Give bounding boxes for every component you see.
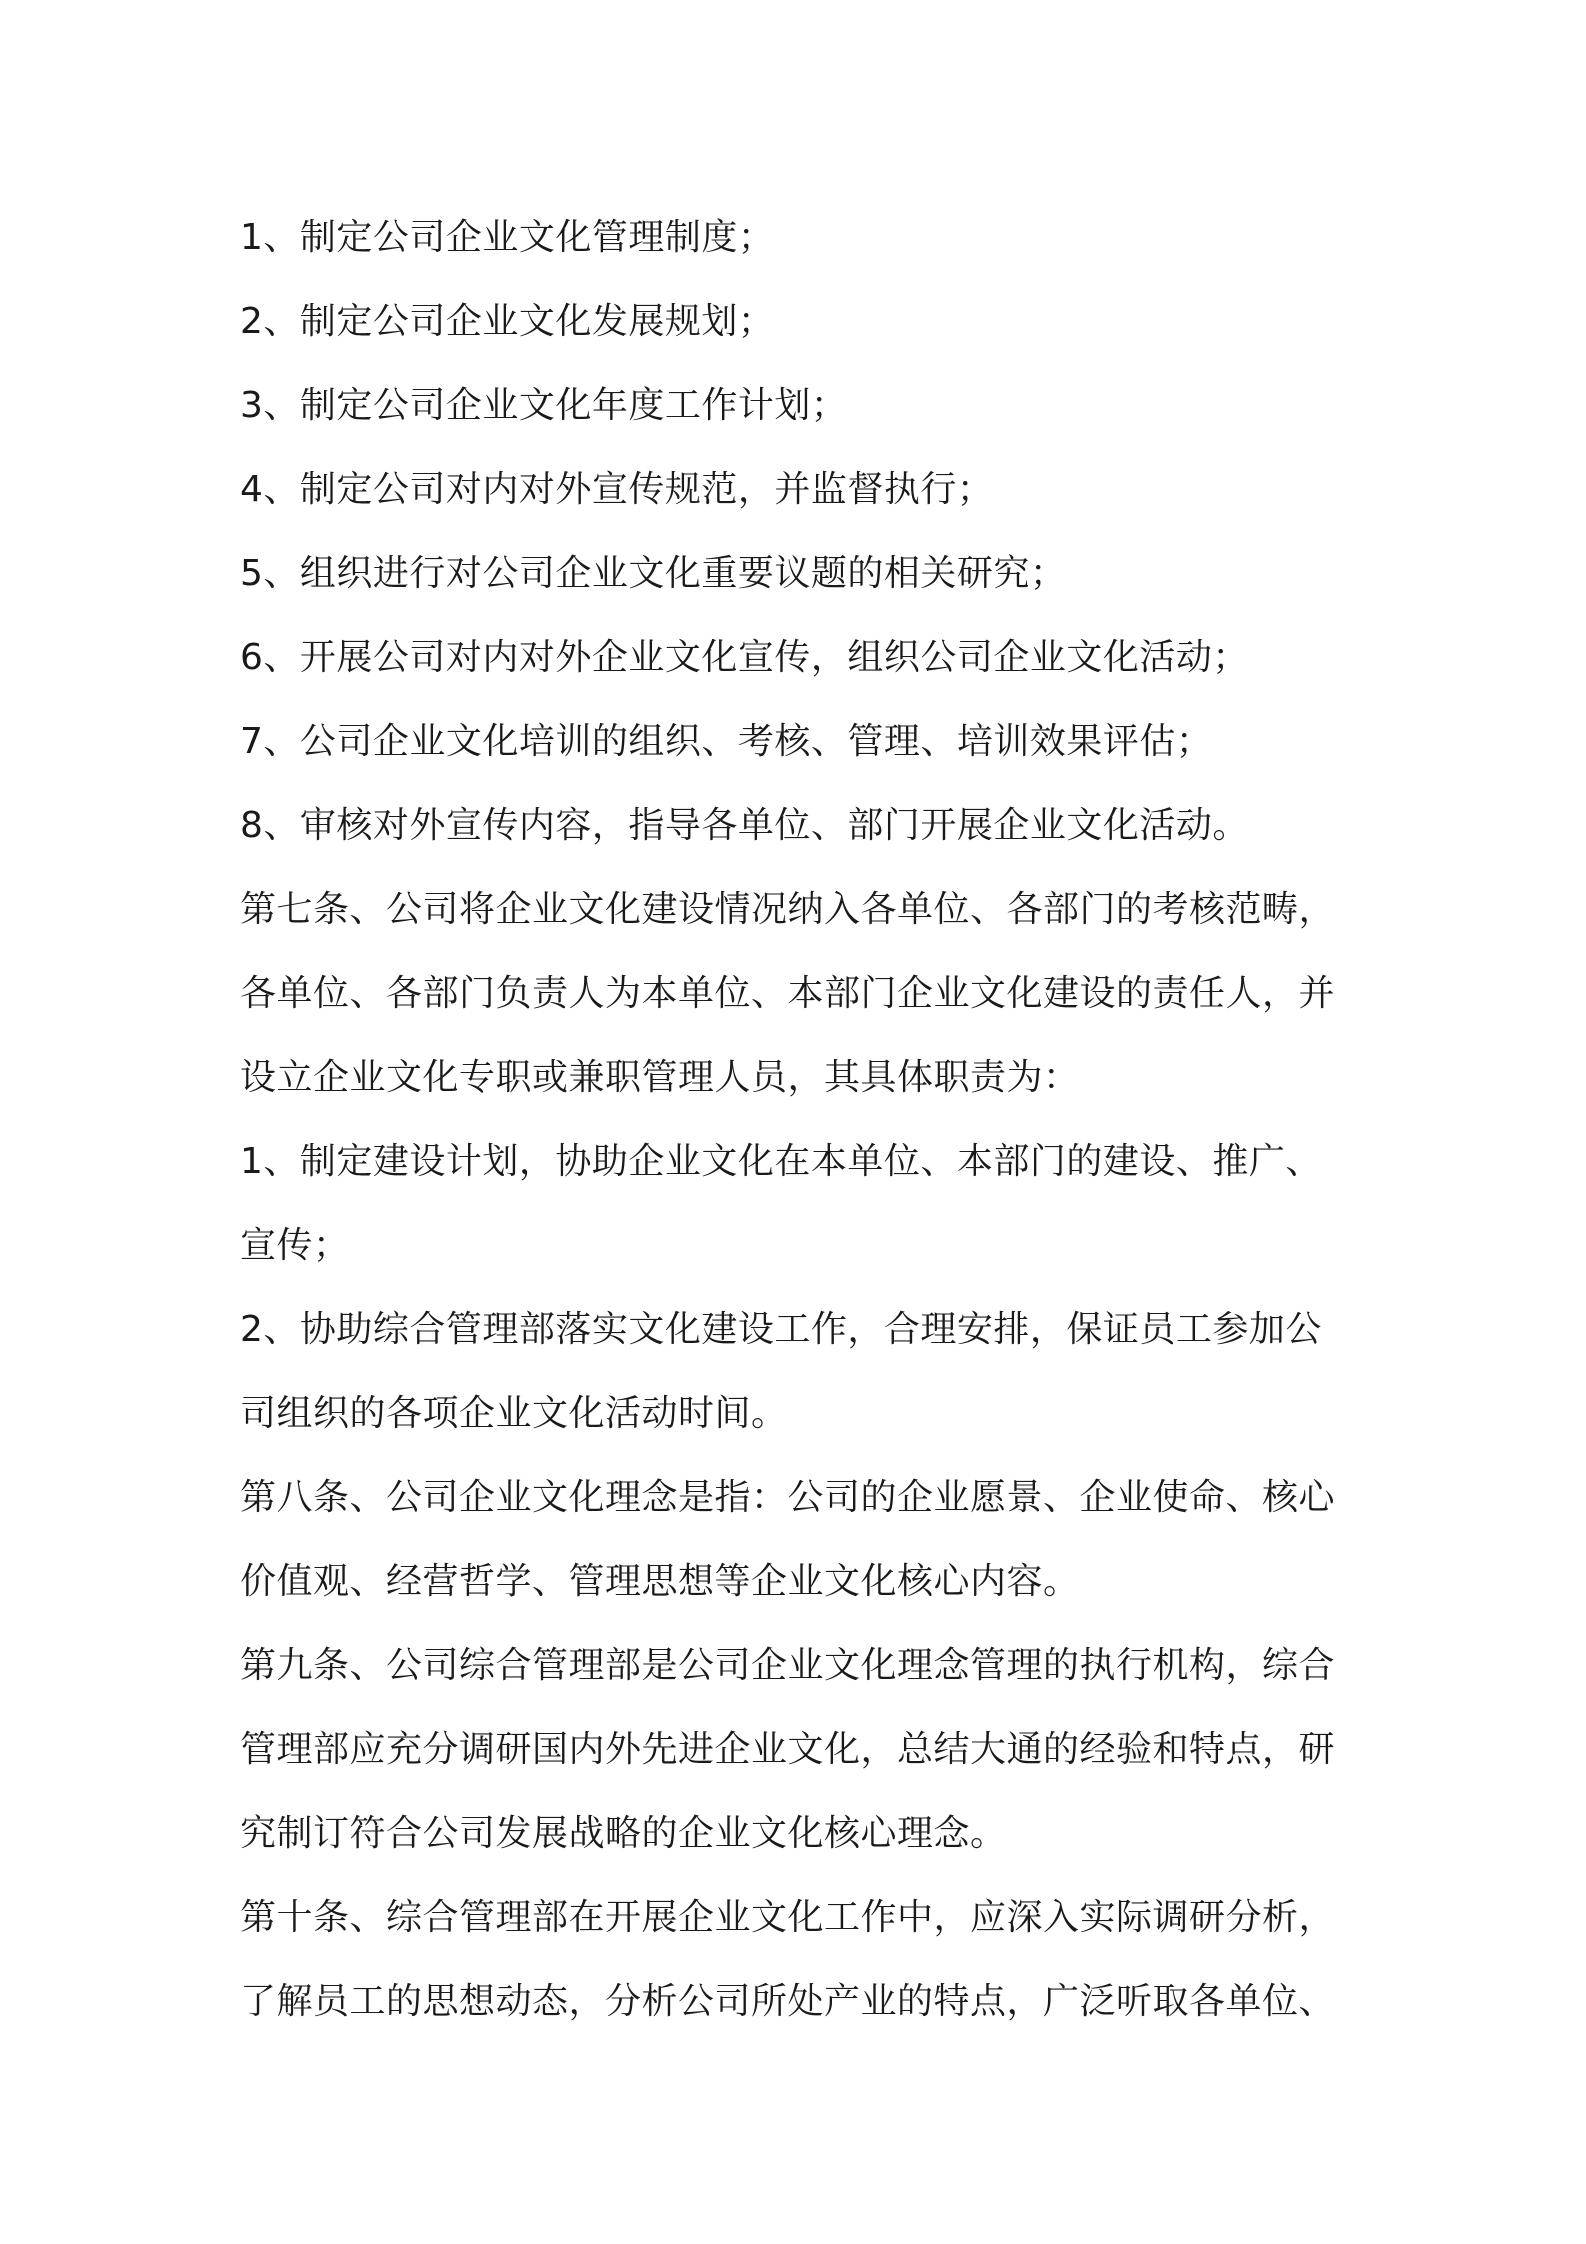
text-line: 了解员工的思想动态，分析公司所处产业的特点，广泛听取各单位、: [240, 1981, 1336, 2022]
text-line: 司组织的各项企业文化活动时间。: [240, 1393, 788, 1434]
text-line: 第十条、综合管理部在开展企业文化工作中，应深入实际调研分析，: [240, 1897, 1336, 1938]
text-line: 管理部应充分调研国内外先进企业文化，总结大通的经验和特点，研: [240, 1729, 1336, 1770]
text-line: 第九条、公司综合管理部是公司企业文化理念管理的执行机构，综合: [240, 1645, 1336, 1686]
text-line: 2、协助综合管理部落实文化建设工作，合理安排，保证员工参加公: [240, 1309, 1322, 1350]
text-line: 各单位、各部门负责人为本单位、本部门企业文化建设的责任人，并: [240, 973, 1336, 1014]
text-line: 第八条、公司企业文化理念是指：公司的企业愿景、企业使命、核心: [240, 1477, 1336, 1518]
text-line: 4、制定公司对内对外宣传规范，并监督执行；: [240, 469, 994, 510]
text-line: 宣传；: [240, 1225, 350, 1266]
text-line: 8、审核对外宣传内容，指导各单位、部门开展企业文化活动。: [240, 805, 1249, 846]
text-line: 5、组织进行对公司企业文化重要议题的相关研究；: [240, 553, 1067, 594]
text-line: 设立企业文化专职或兼职管理人员，其具体职责为：: [240, 1057, 1080, 1098]
text-line: 究制订符合公司发展战略的企业文化核心理念。: [240, 1813, 1007, 1854]
text-line: 第七条、公司将企业文化建设情况纳入各单位、各部门的考核范畴，: [240, 889, 1336, 930]
document-body: [240, 196, 1360, 2044]
text-line: 2、制定公司企业文化发展规划；: [240, 301, 775, 342]
text-line: 3、制定公司企业文化年度工作计划；: [240, 385, 848, 426]
text-line: 价值观、经营哲学、管理思想等企业文化核心内容。: [240, 1561, 1080, 1602]
text-line: 7、公司企业文化培训的组织、考核、管理、培训效果评估；: [240, 721, 1213, 762]
text-line: 6、开展公司对内对外企业文化宣传，组织公司企业文化活动；: [240, 637, 1249, 678]
text-line: 1、制定建设计划，协助企业文化在本单位、本部门的建设、推广、: [240, 1141, 1322, 1182]
text-line: 1、制定公司企业文化管理制度；: [240, 217, 775, 258]
